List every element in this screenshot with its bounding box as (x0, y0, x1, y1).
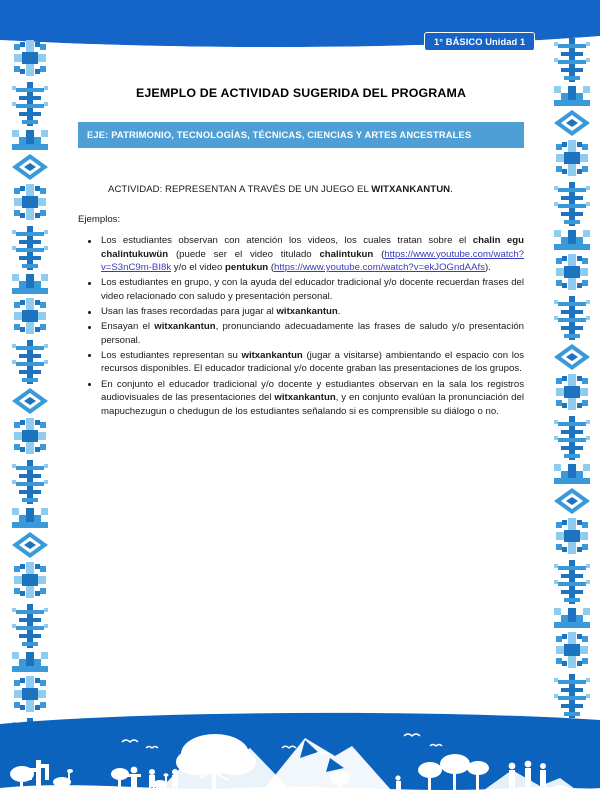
bullet-videos (78, 234, 524, 275)
emphasis-term: witxankantun (276, 306, 338, 318)
video-link[interactable]: https://www.youtube.com/watch?v=S3nC9m-BI8k (101, 248, 524, 274)
left-decorative-border (10, 36, 50, 736)
activity-heading (108, 184, 524, 195)
text-run: Ensayan el (101, 321, 155, 333)
bullet-conjunto (78, 378, 524, 419)
document-content (78, 86, 524, 420)
right-decorative-border (552, 36, 592, 736)
examples-label: Ejemplos: (78, 214, 121, 225)
emphasis-term: witxankantun (154, 321, 216, 333)
emphasis-term: witxankantun (274, 392, 336, 404)
activity-suffix: . (450, 184, 453, 195)
emphasis-term: chalintukun (319, 248, 374, 260)
text-run: ( (373, 248, 385, 260)
text-run: (jugar a visitarse) ambientando el espacio con los recursos disponibles. El educador tradicional y/o docente graban las presentaciones de los grupos. (101, 349, 524, 375)
bullet-representan (78, 349, 524, 376)
text-run: , pronunciando adecuadamente las frases de saludo y/o presentación personal. (101, 321, 524, 346)
text-run: Los estudiantes en grupo, y con la ayuda del educador tradicional y/o docente recuerdan frases del video relacionado con saludo y presentación personal. (101, 277, 524, 302)
activity-prefix: ACTIVIDAD: REPRESENTAN A TRAVÉS DE UN JUEGO EL (108, 184, 372, 195)
text-run: Los estudiantes representan su (101, 349, 242, 361)
bullet-ensayan (78, 320, 524, 347)
activity-highlight: WITXANKANTUN (371, 184, 451, 195)
text-run: . (337, 306, 341, 318)
eje-banner: EJE: PATRIMONIO, TECNOLOGÍAS, TÉCNICAS, CIENCIAS Y ARTES ANCESTRALES (78, 122, 524, 148)
page-title: EJEMPLO DE ACTIVIDAD SUGERIDA DEL PROGRAMA (135, 86, 467, 100)
bullet-grupo (78, 276, 524, 303)
unit-badge: 1° BÁSICO Unidad 1 (424, 32, 535, 51)
text-run: (puede ser el video titulado (168, 248, 320, 260)
emphasis-term: witxankantun (241, 349, 303, 361)
bullet-frases (78, 305, 524, 319)
emphasis-term: pentukun (225, 262, 269, 274)
text-run: En conjunto el educador tradicional y/o docente y estudiantes observan en la sala los registros audiovisuales de las presentaciones del (101, 378, 524, 404)
text-run: ( (268, 262, 275, 274)
text-run: y/o el video (171, 262, 225, 274)
text-run: , y en conjunto evalúan la pronunciación del mapuchezugun o chedugun de los estudiantes señalando si es comprensible su diálogo o no. (101, 392, 524, 417)
emphasis-term: chalin egu chalintukuwün (101, 235, 524, 260)
text-run: Los estudiantes observan con atención los videos, los cuales tratan sobre el (101, 235, 473, 246)
examples-list (78, 234, 524, 418)
video-link[interactable]: https://www.youtube.com/watch?v=ekJOGndAAfs (274, 262, 485, 274)
text-run: Usan las frases recordadas para jugar al (101, 306, 277, 318)
bottom-illustration-band (0, 708, 600, 800)
text-run: ). (484, 262, 491, 274)
